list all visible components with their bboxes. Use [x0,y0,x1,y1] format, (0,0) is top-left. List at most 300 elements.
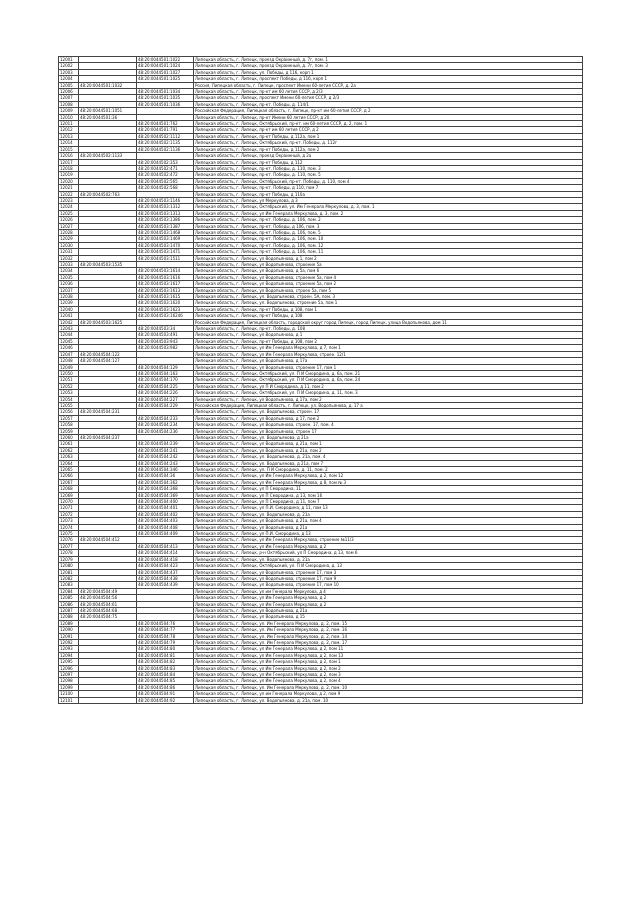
building-cadastral-number-cell: 48:20:0044504:231 [79,409,137,415]
premises-cadastral-number-cell: 48:20:0044503:1511 [137,255,194,261]
address-cell: Липецкая область, г. Липецк, проезд Окраинный, д. 7г, пом. 1 [194,57,583,63]
address-cell: Липецкая область, г. Липецк, пр-кт Победы, д 110а [194,191,583,197]
row-number-cell: 12016 [59,153,79,159]
premises-cadastral-number-cell: 48:20:0044501:1035 [137,95,194,101]
address-cell: Липецкая область, г. Липецк, ул Им Генерала Меркулова, д 2 [194,543,583,549]
premises-cadastral-number-cell: 48:20:0044504:423 [137,563,194,569]
premises-cadastral-number-cell: 48:20:0044502:1136 [137,146,194,152]
address-cell: Российская Федерация, Липецкая область, городской округ город Липецк, город Липецк, улица Водопьянова, дом 11 [194,319,583,325]
address-cell: Липецкая область, г. Липецк, пр-кт. Победы, д. 106, пом. 10 [194,236,583,242]
address-cell: Липецкая область, г. Липецк, ул Им Генерала Меркулова, строение №11/3 [194,537,583,543]
premises-cadastral-number-cell: 48:20:0044504:368 [137,486,194,492]
row-number-cell: 12042 [59,319,79,325]
address-cell: Российская Федерация, Липецкая область, г. Липецк, ул. Водопьянова, д. 17 а [194,402,583,408]
address-cell: Липецкая область, г. Липецк, ул Водопьянова, д 1 [194,332,583,338]
premises-cadastral-number-cell: 48:20:0044504:242 [137,454,194,460]
premises-cadastral-number-cell: 48:20:0044503:1146 [137,197,194,203]
building-cadastral-number-cell: 48:20:0044501:36 [79,114,137,120]
premises-cadastral-number-cell: 48:20:0044503:1468 [137,229,194,235]
premises-cadastral-number-cell: 48:20:0044501:1025 [137,76,194,82]
row-number-cell: 12007 [59,95,79,101]
address-cell: Липецкая область, г. Липецк, ул Водопьянова, д 21а [194,524,583,530]
premises-cadastral-number-cell: 48:20:0044504:226 [137,390,194,396]
row-number-cell: 12067 [59,479,79,485]
row-number-cell: 12010 [59,114,79,120]
row-number-cell: 12074 [59,524,79,530]
row-number-cell: 12069 [59,492,79,498]
address-cell: Липецкая область, г. Липецк, ул Водопьянова, д 21а [194,607,583,613]
row-number-cell: 12035 [59,274,79,280]
row-number-cell: 12006 [59,89,79,95]
row-number-cell: 12012 [59,127,79,133]
row-number-cell: 12048 [59,358,79,364]
row-number-cell: 12060 [59,434,79,440]
address-cell: Липецкая область, г. Липецк, пр-кт Победы, д 108, пом 2 [194,338,583,344]
building-cadastral-number-cell: 48:20:0044502:763 [79,191,137,197]
premises-cadastral-number-cell: 48:20:0044504:78 [137,633,194,639]
row-number-cell: 12033 [59,262,79,268]
premises-cadastral-number-cell: 48:20:0044503:1312 [137,204,194,210]
address-cell: Липецкая область, г. Липецк, пр-кт. Победы, д. 106, пом. 5 [194,229,583,235]
address-cell: Липецкая область, г. Липецк, ул. Им Генерала Меркулова, д. 2, пом. 10 [194,684,583,690]
row-number-cell: 12099 [59,684,79,690]
row-number-cell: 12079 [59,556,79,562]
address-cell: Липецкая область, г. Липецк, ул. Водопьянова, д. 21а, пом. 10 [194,697,583,703]
address-cell: Липецкая область, г. Липецк, ул П Смородина, д 11, пом 7 [194,499,583,505]
row-number-cell: 12011 [59,121,79,127]
premises-cadastral-number-cell: 48:20:0044503:982 [137,345,194,351]
address-cell: Липецкая область, г. Липецк, ул Водопьянова, строение 17, пом 10 [194,582,583,588]
premises-cadastral-number-cell: 48:20:0044504:241 [137,447,194,453]
row-number-cell: 12032 [59,255,79,261]
row-number-cell: 12075 [59,531,79,537]
row-number-cell: 12084 [59,588,79,594]
premises-cadastral-number-cell: 48:20:0044504:82 [137,659,194,665]
premises-cadastral-number-cell: 48:20:0044501:1034 [137,89,194,95]
address-cell: Российская Федерация, Липецкая область, г. Липецк, пр-кт им 60-летия СССР, д 2 [194,108,583,114]
building-cadastral-number-cell: 48:20:0044504:56 [79,595,137,601]
premises-cadastral-number-cell: 48:20:0044501:762 [137,121,194,127]
address-cell: Липецкая область, г. Липецк, ул Им Генерала Меркулова, д 8, пом № 3 [194,479,583,485]
premises-cadastral-number-cell: 48:20:0044502:565 [137,178,194,184]
row-number-cell: 12031 [59,249,79,255]
row-number-cell: 12049 [59,364,79,370]
premises-cadastral-number-cell: 48:20:0044504:227 [137,396,194,402]
building-cadastral-number-cell: 48:20:0044504:412 [79,537,137,543]
address-cell: Липецкая область, г. Липецк, пр-кт. Победы, д. 114/1 [194,101,583,107]
row-number-cell: 12013 [59,133,79,139]
premises-cadastral-number-cell: 48:20:0044504:346 [137,467,194,473]
address-cell: Липецкая область, г. Липецк, ул Водопьянова, строение 5а, пом 2 [194,281,583,287]
row-number-cell: 12037 [59,287,79,293]
address-cell: Липецкая область, г. Липецк, пр-кт. Победы, д. 106, пом. 12 [194,242,583,248]
building-cadastral-number-cell: 48:20:0044501:1051 [79,108,137,114]
address-cell: Липецкая область, г. Липецк, пр-кт. Победы, д. 108 [194,326,583,332]
premises-cadastral-number-cell: 48:20:0044503:1471 [137,249,194,255]
row-number-cell: 12089 [59,620,79,626]
address-cell: Липецкая область, г. Липецк, ул П Смородина, 11 [194,486,583,492]
row-number-cell: 12003 [59,69,79,75]
row-number-cell: 12028 [59,229,79,235]
table-row [59,697,583,703]
address-cell: Липецкая область, г. Липецк, ул. Водопьянова, строение 5а, пом 1 [194,300,583,306]
premises-cadastral-number-cell: 48:20:0044504:413 [137,543,194,549]
address-cell: Липецкая область, г. Липецк, ул Водопьянова, д 17а, пом 2 [194,396,583,402]
premises-cadastral-number-cell: 48:20:0044503:1469 [137,236,194,242]
address-cell: Липецкая область, г. Липецк, ул. Победы, д 116, корп 1 [194,69,583,75]
address-cell: Липецкая область, г. Липецк, ул Водопьянова, д 21а, пом 2 [194,447,583,453]
address-cell: Липецкая область, г. Липецк, ул. Водопьянова, д 21а, пом 7 [194,460,583,466]
row-number-cell: 12043 [59,326,79,332]
premises-cadastral-number-cell: 48:20:0044503:1617 [137,281,194,287]
row-number-cell: 12050 [59,370,79,376]
premises-cadastral-number-cell: 48:20:0044501:1024 [137,63,194,69]
row-number-cell: 12036 [59,281,79,287]
address-cell: Липецкая область, г. Липецк, ул. Водопьянова, д. 21а [194,556,583,562]
table-body [59,57,583,704]
premises-cadastral-number-cell: 48:20:0044504:77 [137,627,194,633]
address-cell: Липецкая область, г. Липецк, Октябрьский, пр-кт. Победы, д. 112г [194,140,583,146]
premises-cadastral-number-cell: 48:20:0044504:234 [137,422,194,428]
premises-cadastral-number-cell: 48:20:0044502:353 [137,159,194,165]
building-cadastral-number-cell: 48:20:0044504:237 [79,434,137,440]
address-cell: Липецкая область, г. Липецк, ул. Водопьянова, д. 21а, пом. 4 [194,454,583,460]
building-cadastral-number-cell: 48:20:0044504:127 [79,358,137,364]
row-number-cell: 12015 [59,146,79,152]
address-cell: Липецкая область, г. Липецк, ул Водопьянова, д 15 [194,614,583,620]
premises-cadastral-number-cell: 48:20:0044502:472 [137,172,194,178]
address-cell: Липецкая область, г. Липецк, ул Им Генерала Меркулова, д 2, пом 12 [194,473,583,479]
row-number-cell: 12072 [59,511,79,517]
address-cell: Липецкая область, г. Липецк, ул им Генерала Меркулова, д 4 [194,588,583,594]
row-number-cell: 12009 [59,108,79,114]
premises-cadastral-number-cell: 48:20:0044503:1615 [137,294,194,300]
row-number-cell: 12068 [59,486,79,492]
premises-cadastral-number-cell: 48:20:0044501:1022 [137,57,194,63]
premises-cadastral-number-cell: 48:20:0044504:239 [137,441,194,447]
row-number-cell: 12030 [59,242,79,248]
address-cell: Липецкая область, г. Липецк, ул Водопьянова, строение 5а [194,262,583,268]
address-cell: Липецкая область, г. Липецк, ул Водопьянова, строение 17, пом 9 [194,575,583,581]
premises-cadastral-number-cell: 48:20:0044502:1112 [137,133,194,139]
row-number-cell: 12081 [59,569,79,575]
premises-cadastral-number-cell: 48:20:0044504:163 [137,370,194,376]
address-cell: Липецкая область, г. Липецк, пр-кт Победы, д 108, пом 1 [194,306,583,312]
premises-cadastral-number-cell: 48:20:0044503:1387 [137,223,194,229]
row-number-cell: 12076 [59,537,79,543]
address-cell: Липецкая область, г. Липецк, Октябрьский, ул. П И Смородина, д. 6а, пом. 21 [194,370,583,376]
address-cell: Липецкая область, г. Липецк, ул Водопьянова, строен. 17, пом. 4 [194,422,583,428]
address-cell: Липецкая область, г. Липецк, ул Водопьянова, строение 5а, пом 4 [194,274,583,280]
address-cell: Липецкая область, г. Липецк, Октябрьский, ул. П И Смородина, д. 6а, пом. 24 [194,377,583,383]
row-number-cell: 12040 [59,306,79,312]
building-cadastral-number-cell: 48:20:0044504:49 [79,588,137,594]
address-cell: Липецкая область, г. Липецк, ул П Смородина, д 13, пом 16 [194,492,583,498]
premises-cadastral-number-cell: 48:20:0044504:438 [137,575,194,581]
premises-cadastral-number-cell: 48:20:0044504:129 [137,364,194,370]
address-cell: Липецкая область, г. Липецк, пр-кт Победы, д 108 [194,313,583,319]
building-cadastral-number-cell [79,697,137,703]
address-cell: Липецкая область, г. Липецк, Октябрьский, ул. П И Смородина, д. 13 [194,563,583,569]
address-cell: Липецкая область, г. Липецк, пр-кт. Победы, д. 106, пом. 11 [194,249,583,255]
row-number-cell: 12056 [59,409,79,415]
row-number-cell: 12020 [59,178,79,184]
premises-cadastral-number-cell: 48:20:0044503:491 [137,332,194,338]
building-cadastral-number-cell: 48:20:0044504:61 [79,601,137,607]
address-cell: Липецкая область, г. Липецк, ул Им Генерала Меркулова, д 2, пом 1 [194,659,583,665]
premises-cadastral-number-cell: 48:20:0044503:1313 [137,210,194,216]
row-number-cell: 12019 [59,172,79,178]
row-number-cell: 12044 [59,332,79,338]
premises-cadastral-number-cell: 48:20:0044504:83 [137,665,194,671]
row-number-cell: 12101 [59,697,79,703]
building-cadastral-number-cell: 48:20:0044504:68 [79,607,137,613]
premises-cadastral-number-cell: 48:20:0044501:791 [137,127,194,133]
row-number-cell: 12097 [59,672,79,678]
row-number-cell: 12059 [59,428,79,434]
address-cell: Липецкая область, г. Липецк, ул Им Генерала Меркулова, д 2, пом 13 [194,652,583,658]
premises-cadastral-number-cell: 48:20:0044504:225 [137,383,194,389]
row-number-cell: 12063 [59,454,79,460]
row-number-cell: 12024 [59,204,79,210]
row-number-cell: 12002 [59,63,79,69]
row-number-cell: 12077 [59,543,79,549]
row-number-cell: 12085 [59,595,79,601]
row-number-cell: 12045 [59,338,79,344]
address-cell: Липецкая область, г. Липецк, ул Им Генерала Меркулова, д 2, пом 11 [194,646,583,652]
row-number-cell: 12087 [59,607,79,613]
row-number-cell: 12039 [59,300,79,306]
address-cell: Липецкая область, г. Липецк, ул Водопьянова, д 1, пом 2 [194,255,583,261]
row-number-cell: 12025 [59,210,79,216]
address-cell: Липецкая область, г. Липецк, ул. Водопьянова, строен. 5А, пом. 3 [194,294,583,300]
premises-cadastral-number-cell: 48:20:0044504:233 [137,415,194,421]
premises-cadastral-number-cell: 48:20:0044503:943 [137,338,194,344]
row-number-cell: 12022 [59,191,79,197]
building-cadastral-number-cell: 48:20:0044501:1032 [79,82,137,88]
building-cadastral-number-cell: 48:20:0044503:1535 [79,262,137,268]
row-number-cell: 12008 [59,101,79,107]
premises-cadastral-number-cell: 48:20:0044504:36 [137,473,194,479]
row-number-cell: 12064 [59,460,79,466]
address-cell: Липецкая область, г. Липецк, проспект Имени 60-летия СССР, д 2/3 [194,95,583,101]
address-cell: Липецкая область, г. Липецк, пр-кт. Победы, д. 110, пом. 5 [194,172,583,178]
address-cell: Липецкая область, г. Липецк, ул П.И. Смородина, д 11, пом 13 [194,505,583,511]
address-cell: Липецкая область, г. Липецк, ул Им Генерала Меркулова, д 2, пом 2 [194,665,583,671]
premises-cadastral-number-cell: 48:20:0044502:1135 [137,140,194,146]
address-cell: Липецкая область, г. Липецк, Октябрьский, пр-кт. Победы, д. 110, пом 4 [194,178,583,184]
row-number-cell: 12095 [59,659,79,665]
row-number-cell: 12004 [59,76,79,82]
premises-cadastral-number-cell: 48:20:0044503:1386 [137,217,194,223]
address-register-table [58,56,583,704]
row-number-cell: 12057 [59,415,79,421]
row-number-cell: 12005 [59,82,79,88]
address-cell: Липецкая область, г. Липецк, р-н Октябрьский, ул П Смородина, д 13, пом 6 [194,550,583,556]
address-cell: Липецкая область, г. Липецк, ул Им Генерала Меркулова, д. 3, пом. 2 [194,210,583,216]
premises-cadastral-number-cell: 48:20:0044503:34 [137,326,194,332]
row-number-cell: 12094 [59,652,79,658]
address-cell: Липецкая область, г. Липецк, ул Им Генерала Меркулова, строен. 12/1 [194,351,583,357]
premises-cadastral-number-cell: 48:20:0044504:79 [137,639,194,645]
address-cell: Липецкая область, г. Липецк, ул Им Генерала Меркулова, д 2 [194,601,583,607]
address-cell: Липецкая область, г. Липецк, пр-кт Имени 60 летия СССР, д 20 [194,114,583,120]
address-cell: Липецкая область, г. Липецк, ул Водопьянова, д 5а, пом 6 [194,268,583,274]
premises-cadastral-number-cell: 48:20:0044504:85 [137,678,194,684]
premises-cadastral-number-cell: 48:20:0044504:403 [137,518,194,524]
address-cell: Липецкая область, г. Липецк, ул. Им Генерала Меркулова, д. 2, пом. 16 [194,627,583,633]
building-cadastral-number-cell: 48:20:0044504:122 [79,351,137,357]
row-number-cell: 12001 [59,57,79,63]
row-number-cell: 12073 [59,518,79,524]
premises-cadastral-number-cell: 48:20:0044504:80 [137,646,194,652]
address-cell: Липецкая область, г. Липецк, ул. Им Генерала Меркулова, д. 2, пом. 15 [194,620,583,626]
row-number-cell: 12055 [59,402,79,408]
row-number-cell: 12096 [59,665,79,671]
row-number-cell: 12017 [59,159,79,165]
address-cell: Липецкая область, г. Липецк, ул Водопьянова, строение 17, пом 3 [194,569,583,575]
address-cell: Липецкая область, г. Липецк, пр-кт. Победы, д 106, пом. 3 [194,223,583,229]
building-cadastral-number-cell: 48:20:0044504:75 [79,614,137,620]
address-cell: Липецкая область, г. Липецк, ул Меркулова, д 3 [194,197,583,203]
premises-cadastral-number-cell: 48:20:0044503:1613 [137,287,194,293]
premises-cadastral-number-cell: 48:20:0044503:1620 [137,300,194,306]
premises-cadastral-number-cell: 48:20:0044504:362 [137,479,194,485]
row-number-cell: 12100 [59,691,79,697]
row-number-cell: 12034 [59,268,79,274]
address-cell: Липецкая область, г. Липецк, ул Водопьянова, д 17а [194,358,583,364]
address-cell: Липецкая область, г. Липецк, пр-кт им 60 летия СССР, д 2 [194,127,583,133]
row-number-cell: 12038 [59,294,79,300]
row-number-cell: 12027 [59,223,79,229]
row-number-cell: 12029 [59,236,79,242]
address-cell: Липецкая область, г. Липецк, ул Водопьянова, д 21а, пом 1 [194,441,583,447]
premises-cadastral-number-cell: 48:20:0044501:1027 [137,69,194,75]
address-cell: Липецкая область, г. Липецк, ул. Водопьянова, строен. 17 [194,409,583,415]
premises-cadastral-number-cell: 48:20:0044504:414 [137,550,194,556]
premises-cadastral-number-cell: 48:20:0044504:437 [137,569,194,575]
address-cell: Липецкая область, г. Липецк, ул. Водопьянова, д 21а [194,434,583,440]
address-cell: Липецкая область, г. Липецк, ул Им Генерала Меркулова, д 2 [194,595,583,601]
address-cell: Липецкая область, г. Липецк, пр-кт. Победы, д. 110, пом. 3 [194,165,583,171]
premises-cadastral-number-cell: 48:20:0044504:229 [137,402,194,408]
premises-cadastral-number-cell: 48:20:0044504:402 [137,511,194,517]
row-number-cell: 12071 [59,505,79,511]
premises-cadastral-number-cell: 48:20:0044503:1616 [137,274,194,280]
row-number-cell: 12078 [59,550,79,556]
address-cell: Липецкая область, г. Липецк, проспект Победы, д 116, корп 1 [194,76,583,82]
address-cell: Липецкая область, г. Липецк, ул Водопьянова, строен 5а, пом 5 [194,287,583,293]
address-cell: Липецкая область, г. Липецк, ул Им Генерала Меркулова, д 2, пом 4 [194,678,583,684]
premises-cadastral-number-cell: 48:20:0044504:418 [137,556,194,562]
row-number-cell: 12092 [59,639,79,645]
row-number-cell: 12090 [59,627,79,633]
premises-cadastral-number-cell: 48:20:0044504:76 [137,620,194,626]
address-cell: Россия, Липецкая область, г. Липецк, проспект Имени 60-летия СССР, д. 2а [194,82,583,88]
premises-cadastral-number-cell: 48:20:0044504:369 [137,492,194,498]
address-cell: Липецкая область, г. Липецк, Октябрьский, ул. Им Генерала Меркулова, д. 3, пом. 1 [194,204,583,210]
row-number-cell: 12098 [59,678,79,684]
premises-cadastral-number-cell: 48:20:0044504:86 [137,684,194,690]
row-number-cell: 12082 [59,575,79,581]
address-cell: Липецкая область, г. Липецк, пр-кт им 60 летия СССР, д 2/3 [194,89,583,95]
address-cell: Липецкая область, г. Липецк, проезд Окраинный, д. 7г, пом. 3 [194,63,583,69]
address-cell: Липецкая область, г. Липецк, пр-кт. Победы, д 110, пом 7 [194,185,583,191]
row-number-cell: 12065 [59,467,79,473]
premises-cadastral-number-cell: 48:20:0044503:1614 [137,268,194,274]
premises-cadastral-number-cell: 48:20:0044504:92 [137,697,194,703]
address-cell: Липецкая область, г. Липецк, ул Водопьянова, д 21а, пом 4 [194,518,583,524]
premises-cadastral-number-cell: 48:20:0044504:170 [137,377,194,383]
address-cell: Липецкая область, г. Липецк, Октябрьский, пр-кт. им 60-летия СССР, д. 2, пом. 1 [194,121,583,127]
premises-cadastral-number-cell: 48:20:0044504:91 [137,691,194,697]
row-number-cell: 12061 [59,441,79,447]
row-number-cell: 12070 [59,499,79,505]
premises-cadastral-number-cell: 48:20:0044503:1624б [137,313,194,319]
address-cell: Липецкая область, г. Липецк, ул Им Генерала Меркулова, д 7, пом 1 [194,345,583,351]
premises-cadastral-number-cell: 48:20:0044503:1470 [137,242,194,248]
address-cell: Липецкая область, г. Липецк, ул Водопьянова, строение 17, пом 1 [194,364,583,370]
address-cell: Липецкая область, г. Липецк, проезд Окраинный, д 2а [194,153,583,159]
row-number-cell: 12021 [59,185,79,191]
address-cell: Липецкая область, г. Липецк, ул. П И Смородина, д. 11, пом. 2 [194,467,583,473]
address-cell: Липецкая область, г. Липецк, пр-кт Победы, д 112 [194,159,583,165]
address-cell: Липецкая область, г. Липецк, ул П И Смородина, д 11, пом 2 [194,383,583,389]
premises-cadastral-number-cell: 48:20:0044504:243 [137,460,194,466]
row-number-cell: 12046 [59,345,79,351]
address-cell: Липецкая область, г. Липецк, Октябрьский, ул. П И Смородина, д. 11, пом. 3 [194,390,583,396]
row-number-cell: 12058 [59,422,79,428]
address-cell: Липецкая область, г. Липецк, пр-кт. Победы, д. 106, пом. 2 [194,217,583,223]
premises-cadastral-number-cell: 48:20:0044504:409 [137,531,194,537]
row-number-cell: 12051 [59,377,79,383]
address-cell: Липецкая область, г. Липецк, ул Водопьянова, строен 17 [194,428,583,434]
address-cell: Липецкая область, г. Липецк, ул. Им Генерала Меркулова, д. 2, пом. 17 [194,639,583,645]
row-number-cell: 12014 [59,140,79,146]
premises-cadastral-number-cell: 48:20:0044502:471 [137,165,194,171]
premises-cadastral-number-cell: 48:20:0044501:1036 [137,101,194,107]
address-cell: Липецкая область, г. Липецк, пр-кт Победы, д 112а, пом 1 [194,133,583,139]
row-number-cell: 12083 [59,582,79,588]
address-cell: Липецкая область, г. Липецк, ул. Им Генерала Меркулова, д. 2, пом. 14 [194,633,583,639]
building-cadastral-number-cell: 48:20:0044502:1133 [79,153,137,159]
address-cell: Липецкая область, г. Липецк, ул им Генерала Меркулова, д 2, пом 9 [194,691,583,697]
premises-cadastral-number-cell: 48:20:0044502:568 [137,185,194,191]
row-number-cell: 12091 [59,633,79,639]
premises-cadastral-number-cell: 48:20:0044504:81 [137,652,194,658]
premises-cadastral-number-cell: 48:20:0044504:400 [137,499,194,505]
row-number-cell: 12088 [59,614,79,620]
row-number-cell: 12062 [59,447,79,453]
row-number-cell: 12041 [59,313,79,319]
row-number-cell: 12018 [59,165,79,171]
row-number-cell: 12066 [59,473,79,479]
row-number-cell: 12047 [59,351,79,357]
address-cell: Липецкая область, г. Липецк, ул Им Генерала Меркулова, д 2, пом 3 [194,672,583,678]
premises-cadastral-number-cell: 48:20:0044504:236 [137,428,194,434]
premises-cadastral-number-cell: 48:20:0044504:408 [137,524,194,530]
premises-cadastral-number-cell: 48:20:0044503:1623 [137,306,194,312]
address-cell: Липецкая область, г. Липецк, ул П.И. Смородина, д 13 [194,531,583,537]
premises-cadastral-number-cell: 48:20:0044504:439 [137,582,194,588]
row-number-cell: 12093 [59,646,79,652]
premises-cadastral-number-cell: 48:20:0044504:401 [137,505,194,511]
row-number-cell: 12026 [59,217,79,223]
building-cadastral-number-cell: 48:20:0044503:1625 [79,319,137,325]
address-cell: Липецкая область, г. Липецк, пр-кт Победы, д 112а, пом 2 [194,146,583,152]
row-number-cell: 12054 [59,396,79,402]
row-number-cell: 12052 [59,383,79,389]
